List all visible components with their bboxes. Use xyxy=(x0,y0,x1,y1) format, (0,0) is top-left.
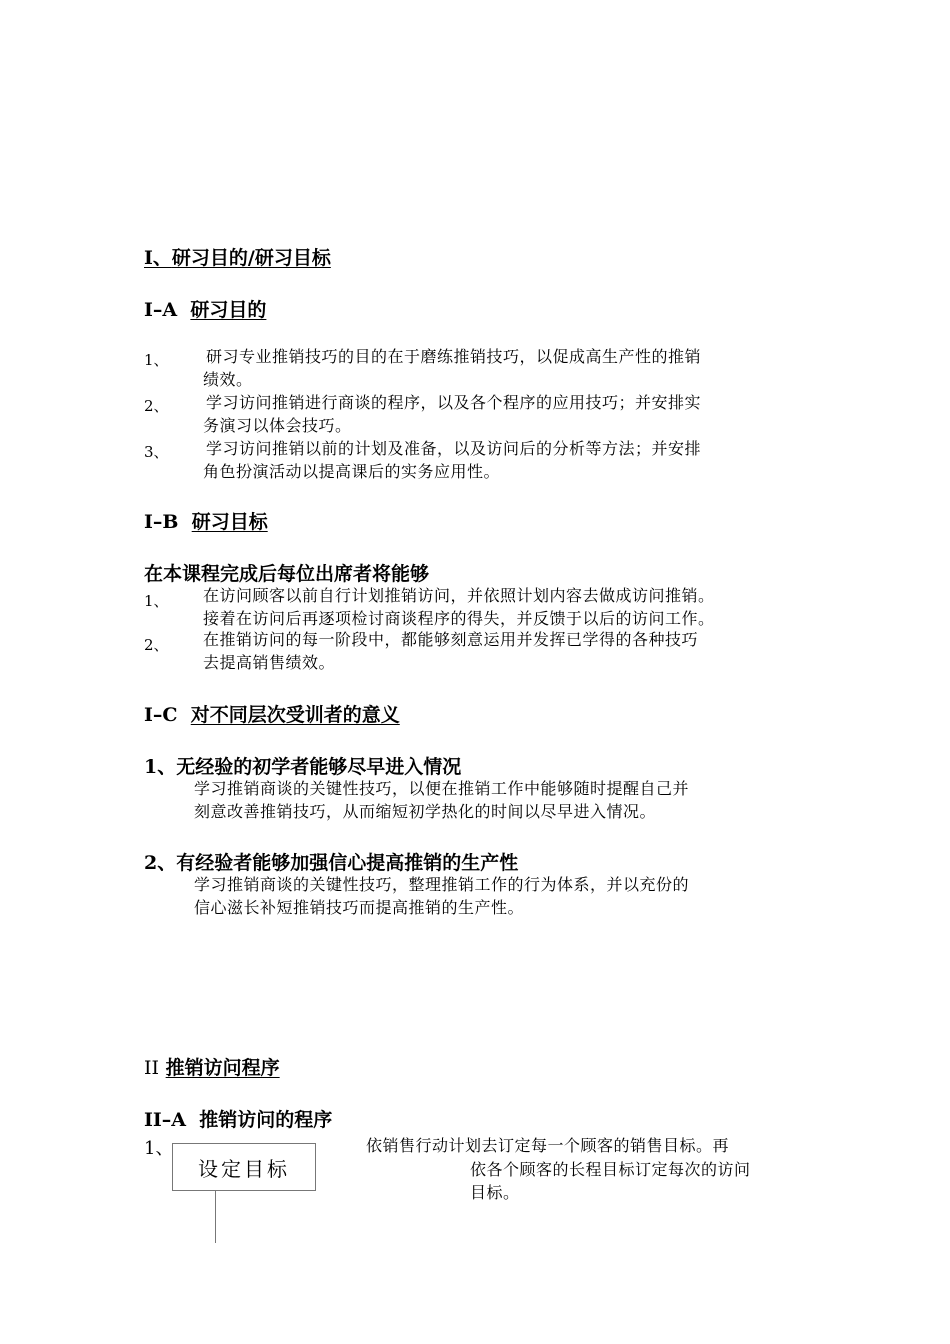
section-1a-item-3-line2: 角色扮演活动以提高课后的实务应用性。 xyxy=(203,462,501,481)
section-1c-point-2-text xyxy=(194,873,689,919)
section-1-heading xyxy=(144,243,331,270)
section-1b-item-1-line1: 在访问顾客以前自行计划推销访问，并依照计划内容去做成访问推销。 xyxy=(203,586,715,605)
section-1a-item-2 xyxy=(203,391,701,437)
section-1c-point-1-line2: 刻意改善推销技巧，从而缩短初学热化的时间以尽早进入情况。 xyxy=(194,802,657,821)
section-1b-title: 研习目标 xyxy=(191,511,268,533)
section-2a-title: 推销访问的程序 xyxy=(199,1109,333,1131)
section-1a-item-2-line2: 务演习以体会技巧。 xyxy=(203,416,352,435)
step-1-description-line3: 目标。 xyxy=(470,1183,520,1202)
section-1c-point-2-line2: 信心滋长补短推销技巧而提高推销的生产性。 xyxy=(194,898,525,917)
section-1b-item-2-number: 2、 xyxy=(144,636,169,654)
section-1c-point-2-heading: 2、有经验者能够加强信心提高推销的生产性 xyxy=(144,852,519,874)
section-1c-heading xyxy=(144,700,400,727)
section-1c-point-1-line1: 学习推销商谈的关键性技巧，以便在推销工作中能够随时提醒自己并 xyxy=(194,779,690,798)
section-2-prefix: II xyxy=(144,1057,160,1079)
section-1b-heading xyxy=(144,507,268,534)
section-1b-item-2-line2: 去提高销售绩效。 xyxy=(203,653,336,672)
section-1a-item-1-number: 1、 xyxy=(144,351,169,369)
section-1a-label: I–A xyxy=(144,299,178,321)
section-1b-item-2 xyxy=(203,628,698,674)
section-2-heading xyxy=(144,1053,280,1080)
section-1b-label: I–B xyxy=(144,511,179,533)
section-1a-title: 研习目的 xyxy=(190,299,267,321)
section-1-prefix: I、 xyxy=(144,247,172,269)
section-1c-point-1-heading: 1、无经验的初学者能够尽早进入情况 xyxy=(144,756,462,778)
section-1c-point-2-line1: 学习推销商谈的关键性技巧，整理推销工作的行为体系，并以充份的 xyxy=(194,875,690,894)
step-1-description-line2: 依各个顾客的长程目标订定每次的访问 xyxy=(470,1160,751,1179)
section-1b-intro: 在本课程完成后每位出席者将能够 xyxy=(144,563,430,585)
section-2a-label: II–A xyxy=(144,1109,187,1131)
section-1b-item-1-number: 1、 xyxy=(144,592,169,610)
section-1b-item-2-line1: 在推销访问的每一阶段中，都能够刻意运用并发挥已学得的各种技巧 xyxy=(203,630,699,649)
section-1a-item-1-line2: 绩效。 xyxy=(203,370,253,389)
set-goal-box: 设定目标 xyxy=(172,1143,316,1191)
section-1c-title: 对不同层次受训者的意义 xyxy=(190,704,400,726)
section-1c-point-1-text xyxy=(194,777,689,823)
section-1b-item-1 xyxy=(203,584,715,630)
section-1a-item-1-line1: 研习专业推销技巧的目的在于磨练推销技巧，以促成高生产性的推销 xyxy=(206,347,702,366)
section-1c-label: I–C xyxy=(144,704,178,726)
section-1a-item-3 xyxy=(203,437,701,483)
section-1a-item-1 xyxy=(203,345,701,391)
section-1a-heading xyxy=(144,295,266,322)
flow-connector-line xyxy=(215,1191,216,1243)
section-1a-item-2-line1: 学习访问推销进行商谈的程序，以及各个程序的应用技巧；并安排实 xyxy=(206,393,702,412)
section-1a-item-3-line1: 学习访问推销以前的计划及准备，以及访问后的分析等方法；并安排 xyxy=(206,439,702,458)
section-1a-item-2-number: 2、 xyxy=(144,397,169,415)
step-1-description-line1: 依销售行动计划去订定每一个顾客的销售目标。再 xyxy=(366,1136,730,1155)
step-1-number: 1、 xyxy=(144,1138,174,1159)
section-2-title: 推销访问程序 xyxy=(165,1057,280,1079)
section-1-title: 研习目的/研习目标 xyxy=(171,247,331,269)
section-1b-item-1-line2: 接着在访问后再逐项检讨商谈程序的得失，并反馈于以后的访问工作。 xyxy=(203,609,715,628)
section-2a-heading xyxy=(144,1105,332,1132)
section-1a-item-3-number: 3、 xyxy=(144,443,169,461)
